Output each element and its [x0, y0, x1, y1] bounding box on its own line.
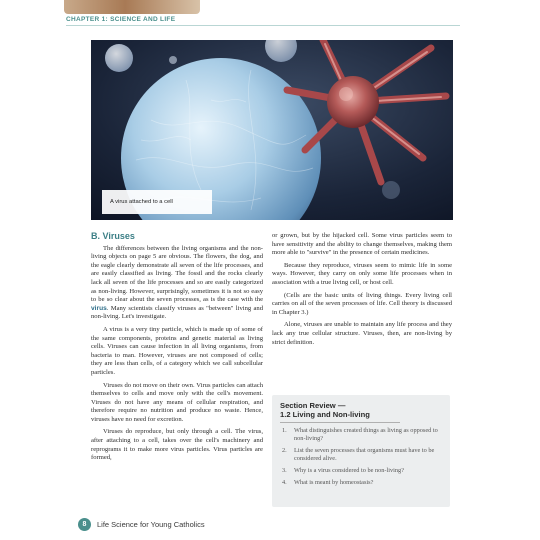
question-number: 4. [282, 479, 287, 486]
paragraph-2: A virus is a very tiny particle, which is made up of some of the same components, proteins and genetic material as living cells. Viruses can cause infection in all living organisms, from bacteria to man. However, viruses are not composed of cells; they are less than cells, of a category which we call subcellular particles. [91, 325, 263, 376]
question-number: 3. [282, 467, 287, 474]
chapter-label: CHAPTER 1: SCIENCE AND LIFE [66, 16, 176, 23]
paragraph-3: Viruses do not move on their own. Virus particles can attach themselves to cells and move only with the cell's movement. Viruses do not have any means of cellular respiration, and therefore require no nutrition and produce no waste. Hence, viruses have no need for excretion. [91, 381, 263, 423]
figure-caption-box [102, 190, 212, 214]
review-divider [280, 422, 400, 423]
page-footer [78, 517, 205, 531]
paragraph-6: Because they reproduce, viruses seem to mimic life in some ways. However, they carry on only some life processes when in association with a true living cell, or host cell. [272, 261, 452, 286]
question-text: List the seven processes that organisms must have to be considered alive. [294, 447, 435, 462]
review-question-list [280, 427, 442, 487]
right-column [272, 232, 452, 351]
left-column [91, 232, 263, 467]
page-number-badge: 8 [78, 518, 91, 531]
book-title: Life Science for Young Catholics [97, 519, 205, 529]
paragraph-5: or grown, but by the hijacked cell. Some virus particles seem to have sensitivity and the ability to change themselves, making them more able to "survive" in the presence of certain medicines. [272, 232, 452, 257]
paragraph-8: Alone, viruses are unable to maintain any life process and they lack any true cellular structure. Viruses, then, are non-living by strict definition. [272, 321, 452, 346]
header-divider [66, 25, 460, 26]
question-number: 1. [282, 427, 287, 434]
paragraph-7: (Cells are the basic units of living things. Every living cell carries on all of the seven processes of life. Cell theory is discussed in Chapter 3.) [272, 291, 452, 316]
paragraph-4: Viruses do reproduce, but only through a cell. The virus, after attaching to a cell, takes over the cell's machinery and reprograms it to make more virus particles. Virus particles are formed, [91, 428, 263, 462]
question-text: Why is a virus considered to be non-living? [294, 467, 404, 474]
page-header [0, 0, 540, 26]
review-title-line1: Section Review — [280, 401, 346, 410]
review-question [280, 467, 442, 475]
section-heading: B. Viruses [91, 231, 135, 241]
question-number: 2. [282, 447, 287, 454]
paragraph-1-text-a: The differences between the living organisms and the non-living objects on page 5 are obvious. The flowers, the dog, and the eagle clearly demonstrate all seven of the life processes, and are easily classified as living. The fossil and the rocks clearly lack all seven of the life processes and so are easily categorized as non-living. However, surprisingly, sometimes it is not so easy to be so clear about the seven processes, as is the case with the [91, 244, 263, 304]
question-text: What is meant by homeostasis? [294, 479, 374, 486]
review-question [280, 427, 442, 443]
review-title-line2: 1.2 Living and Non-living [280, 410, 370, 419]
review-question [280, 479, 442, 487]
question-text: What distinguishes created things as living as opposed to non-living? [294, 427, 438, 442]
keyword-virus: virus [91, 304, 107, 312]
header-photo-strip [64, 0, 200, 14]
paragraph-1 [91, 245, 263, 322]
section-review-box [272, 395, 450, 507]
review-question [280, 447, 442, 463]
figure-caption: A virus attached to a cell [110, 199, 173, 205]
paragraph-1-text-b: . Many scientists classify viruses as "between" living and non-living. Let's investigate. [91, 304, 263, 321]
